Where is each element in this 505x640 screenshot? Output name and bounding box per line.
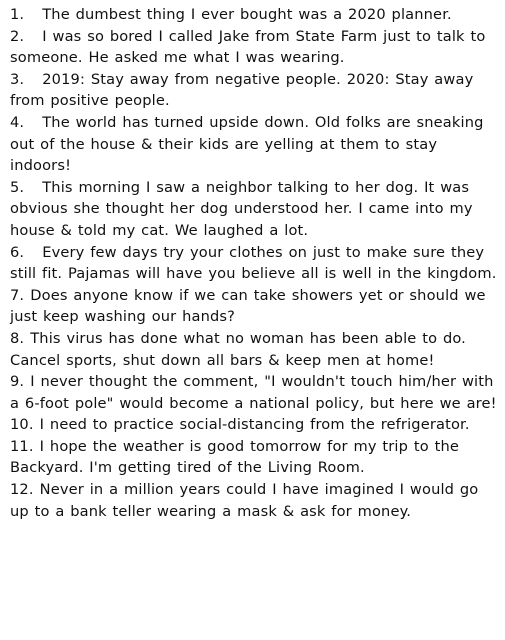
item-number: 7.: [10, 286, 25, 304]
list-item: [10, 328, 499, 371]
list-item: [10, 414, 499, 436]
item-number: 8.: [10, 329, 25, 347]
item-number: 1.: [10, 6, 25, 23]
item-number: 2.: [10, 27, 25, 45]
numbered-joke-list: [10, 4, 499, 522]
list-item: [10, 26, 499, 69]
list-item: [10, 285, 499, 328]
item-text: I never thought the comment, "I wouldn't touch him/her with a 6-foot pole" would become a national policy, but here we are!: [10, 373, 497, 412]
item-number: 9.: [10, 373, 25, 391]
list-item: [10, 177, 499, 242]
item-text: Never in a million years could I have imagined I would go up to a bank teller wearing a mask & ask for money.: [10, 481, 479, 520]
item-number: 10.: [10, 416, 34, 434]
list-item: [10, 4, 499, 26]
item-text: Every few days try your clothes on just to make sure they still fit. Pajamas will have you believe all is well in the kingdom.: [10, 243, 497, 283]
list-item: [10, 112, 499, 177]
item-number: 5.: [10, 178, 25, 196]
list-item: [10, 479, 499, 522]
item-text: I need to practice social-distancing from the refrigerator.: [39, 416, 470, 434]
item-number: 11.: [10, 437, 34, 455]
list-item: [10, 69, 499, 112]
item-text: This virus has done what no woman has been able to do. Cancel sports, shut down all bars & keep men at home!: [10, 329, 466, 369]
item-text: The world has turned upside down. Old folks are sneaking out of the house & their kids are yelling at them to stay indoors!: [10, 113, 484, 175]
item-text: The dumbest thing I ever bought was a 2020 planner.: [42, 6, 452, 23]
item-number: 4.: [10, 113, 25, 131]
item-number: 6.: [10, 243, 25, 261]
item-text: I was so bored I called Jake from State Farm just to talk to someone. He asked me what I was wearing.: [10, 27, 486, 67]
list-item: [10, 242, 499, 285]
item-text: This morning I saw a neighbor talking to her dog. It was obvious she thought her dog understood her. I came into my house & told my cat. We laughed a lot.: [10, 178, 473, 239]
item-text: I hope the weather is good tomorrow for my trip to the Backyard. I'm getting tired of the Living Room.: [10, 437, 459, 477]
list-item: [10, 436, 499, 479]
list-item: [10, 371, 499, 414]
item-number: 3.: [10, 70, 25, 88]
item-number: 12.: [10, 481, 34, 499]
item-text: 2019: Stay away from negative people. 2020: Stay away from positive people.: [10, 70, 474, 110]
item-text: Does anyone know if we can take showers yet or should we just keep washing our hands?: [10, 286, 486, 326]
